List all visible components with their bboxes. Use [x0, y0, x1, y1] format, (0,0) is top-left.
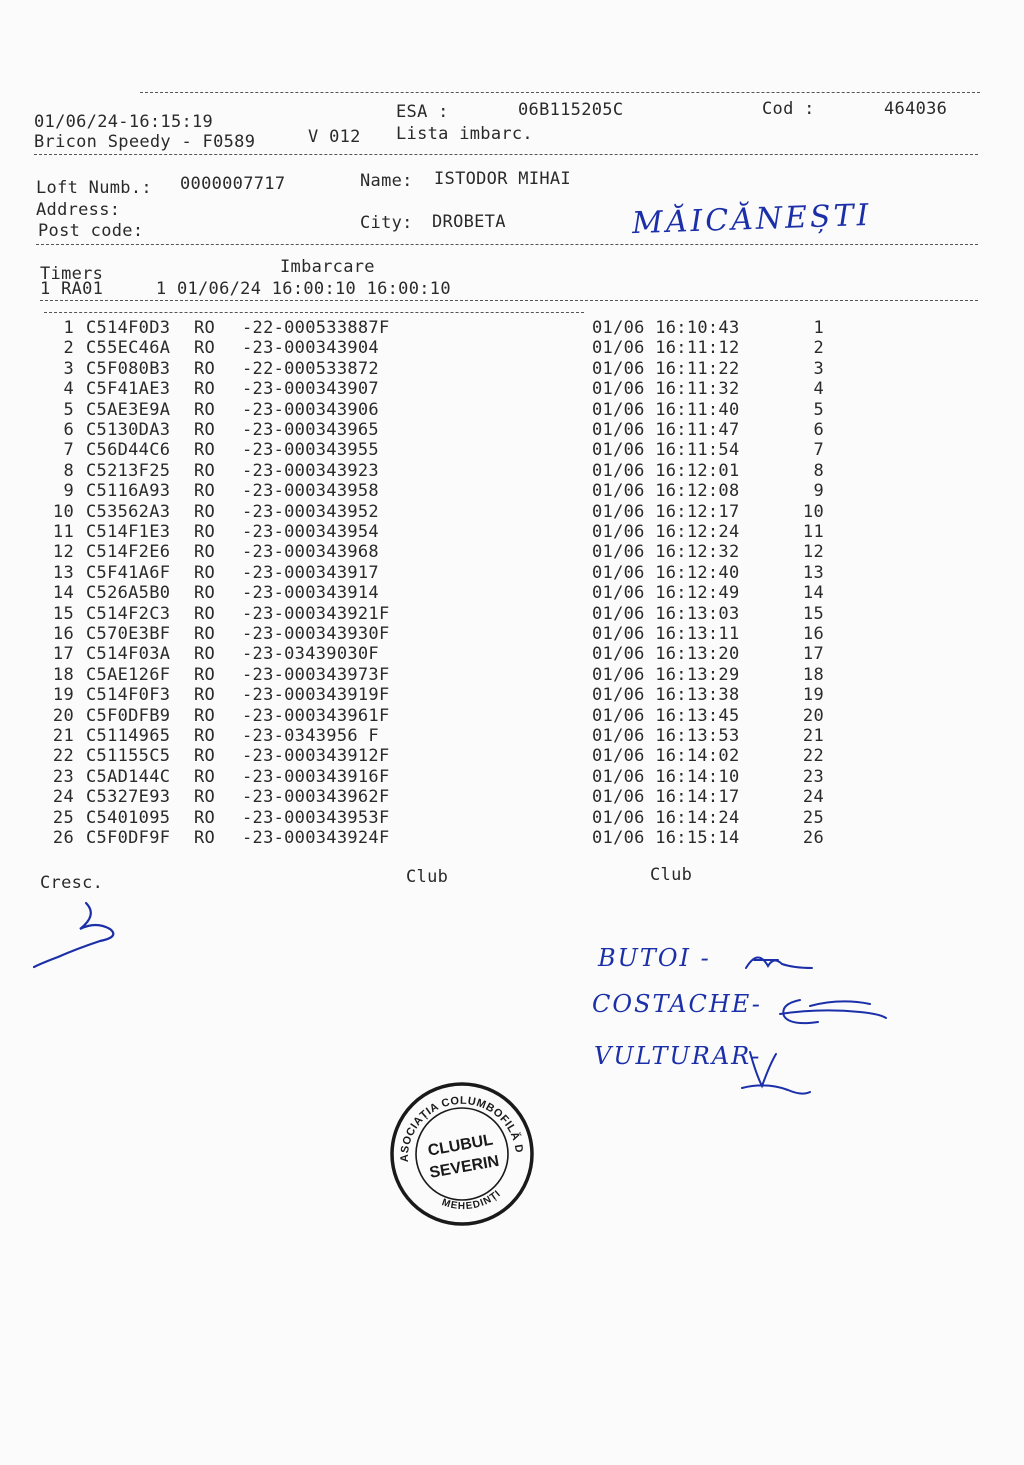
bird-position: 13 — [802, 562, 824, 583]
bird-ring-number: -23-000343968 — [242, 542, 379, 563]
bird-chip-code: C56D44C6 — [86, 440, 171, 461]
bird-country: RO — [194, 664, 216, 685]
bird-country: RO — [194, 685, 216, 706]
bird-chip-code: C514F0F3 — [86, 685, 171, 706]
bird-chip-code: C514F1E3 — [86, 522, 171, 542]
divider-list — [44, 312, 584, 313]
bird-index: 9 — [63, 481, 74, 502]
bird-index: 3 — [63, 358, 74, 379]
bird-arrival-time: 01/06 16:13:29 — [592, 664, 740, 685]
bird-ring-number: -23-000343919F — [242, 685, 390, 706]
bird-country: RO — [194, 399, 216, 420]
stamp-seal-icon — [388, 1080, 536, 1228]
timers-label: Timers — [40, 264, 104, 284]
bird-ring-number: -23-000343916F — [242, 766, 390, 787]
signature-mark-3 — [736, 1044, 816, 1104]
bird-index: 8 — [63, 460, 74, 481]
bird-chip-code: C570E3BF — [86, 624, 171, 644]
postcode-label: Post code: — [38, 221, 144, 241]
esa-value: 06B115205C — [518, 100, 624, 120]
bird-arrival-time: 01/06 16:12:01 — [592, 460, 740, 481]
bird-country: RO — [194, 562, 216, 583]
signature-name-1: BUTOI - — [598, 944, 711, 972]
svg-text:MEHEDINȚI — [440, 1188, 503, 1212]
bird-ring-number: -22-000533887F — [242, 318, 390, 338]
bird-country: RO — [194, 746, 216, 767]
bird-chip-code: C514F2C3 — [86, 603, 171, 624]
bird-ring-number: -23-000343904 — [242, 338, 379, 359]
handwritten-location: MĂICĂNEȘTI — [631, 197, 872, 242]
address-label: Address: — [36, 200, 121, 220]
bird-country: RO — [194, 583, 216, 604]
bird-country: RO — [194, 542, 216, 563]
bird-chip-code: C5AD144C — [86, 766, 171, 787]
bird-position: 2 — [813, 338, 824, 359]
bird-country: RO — [194, 420, 216, 440]
bird-chip-code: C5AE3E9A — [86, 399, 171, 420]
bird-chip-code: C5AE126F — [86, 664, 171, 685]
bird-arrival-time: 01/06 16:12:32 — [592, 542, 740, 563]
bird-ring-number: -23-000343962F — [242, 787, 390, 808]
bird-arrival-time: 01/06 16:14:24 — [592, 807, 740, 828]
bird-index: 18 — [52, 664, 74, 685]
club-label-2: Club — [650, 865, 693, 885]
device-name: Bricon Speedy - F0589 — [34, 132, 256, 152]
bird-position: 15 — [802, 603, 824, 624]
bird-ring-number: -23-000343958 — [242, 481, 379, 502]
bird-country: RO — [194, 603, 216, 624]
bird-position: 18 — [802, 664, 824, 685]
bird-index: 12 — [52, 542, 74, 563]
bird-ring-number: -23-000343954 — [242, 522, 379, 542]
bird-ring-number: -23-000343923 — [242, 460, 379, 481]
bird-position: 6 — [813, 420, 824, 440]
breeder-signature — [28, 895, 138, 975]
divider-owner — [36, 244, 978, 245]
bird-ring-number: -23-000343924F — [242, 828, 390, 848]
bird-arrival-time: 01/06 16:11:54 — [592, 440, 740, 461]
signature-mark-2 — [770, 988, 890, 1036]
bird-country: RO — [194, 807, 216, 828]
cod-value: 464036 — [884, 99, 948, 119]
bird-ring-number: -23-000343907 — [242, 379, 379, 400]
bird-index: 25 — [52, 807, 74, 828]
bird-chip-code: C5F41A6F — [86, 562, 171, 583]
bird-country: RO — [194, 501, 216, 522]
list-title: Lista imbarc. — [396, 124, 533, 144]
bird-arrival-time: 01/06 16:14:10 — [592, 766, 740, 787]
bird-ring-number: -23-000343921F — [242, 603, 390, 624]
bird-chip-code: C5130DA3 — [86, 420, 171, 440]
bird-position: 19 — [802, 685, 824, 706]
bird-country: RO — [194, 705, 216, 726]
bird-chip-code: C514F03A — [86, 644, 171, 665]
bird-chip-code: C5401095 — [86, 807, 171, 828]
bird-arrival-time: 01/06 16:11:40 — [592, 399, 740, 420]
bird-ring-number: -23-000343965 — [242, 420, 379, 440]
bird-index: 20 — [52, 705, 74, 726]
bird-position: 16 — [802, 624, 824, 644]
bird-chip-code: C5213F25 — [86, 460, 171, 481]
bird-country: RO — [194, 644, 216, 665]
bird-country: RO — [194, 766, 216, 787]
bird-arrival-time: 01/06 16:13:53 — [592, 726, 740, 746]
owner-name: ISTODOR MIHAI — [434, 169, 571, 189]
stamp-center-line-1: CLUBUL — [426, 1131, 495, 1160]
bird-arrival-time: 01/06 16:11:32 — [592, 379, 740, 400]
bird-arrival-time: 01/06 16:13:20 — [592, 644, 740, 665]
bird-country: RO — [194, 379, 216, 400]
bird-position: 21 — [802, 726, 824, 746]
loft-value: 0000007717 — [180, 174, 286, 194]
bird-position: 1 — [813, 318, 824, 338]
bird-ring-number: -22-000533872 — [242, 358, 379, 379]
bird-index: 13 — [52, 562, 74, 583]
bird-chip-code: C5F080B3 — [86, 358, 171, 379]
bird-position: 4 — [813, 379, 824, 400]
divider-header — [34, 154, 978, 155]
bird-position: 3 — [813, 358, 824, 379]
bird-position: 5 — [813, 399, 824, 420]
bird-ring-number: -23-000343912F — [242, 746, 390, 767]
club-stamp — [388, 1080, 536, 1228]
bird-position: 22 — [802, 746, 824, 767]
bird-position: 11 — [802, 522, 824, 542]
bird-ring-number: -23-000343955 — [242, 440, 379, 461]
imbarcare-label: Imbarcare — [280, 257, 375, 277]
bird-ring-number: -23-000343961F — [242, 705, 390, 726]
bird-position: 17 — [802, 644, 824, 665]
bird-arrival-time: 01/06 16:12:49 — [592, 583, 740, 604]
bird-chip-code: C514F0D3 — [86, 318, 171, 338]
bird-chip-code: C5F41AE3 — [86, 379, 171, 400]
bird-ring-number: -23-03439030F — [242, 644, 379, 665]
bird-arrival-time: 01/06 16:11:12 — [592, 338, 740, 359]
bird-index: 16 — [52, 624, 74, 644]
bird-ring-number: -23-000343914 — [242, 583, 379, 604]
bird-country: RO — [194, 481, 216, 502]
bird-chip-code: C53562A3 — [86, 501, 171, 522]
bird-index: 21 — [52, 726, 74, 746]
bird-arrival-time: 01/06 16:11:47 — [592, 420, 740, 440]
print-datetime: 01/06/24-16:15:19 — [34, 112, 214, 132]
bird-ring-number: -23-0343956 F — [242, 726, 379, 746]
bird-position: 10 — [802, 501, 824, 522]
stamp-bottom-text: MEHEDINȚI — [440, 1188, 504, 1213]
stamp-outer-text: ASOCIAȚIA COLUMBOFILĂ D — [398, 1094, 526, 1163]
bird-index: 2 — [63, 338, 74, 359]
divider-top — [140, 92, 980, 93]
bird-index: 10 — [52, 501, 74, 522]
bird-country: RO — [194, 828, 216, 848]
bird-ring-number: -23-000343906 — [242, 399, 379, 420]
bird-index: 5 — [63, 399, 74, 420]
signature-name-2: COSTACHE- — [592, 990, 762, 1018]
bird-index: 6 — [63, 420, 74, 440]
bird-country: RO — [194, 460, 216, 481]
bird-arrival-time: 01/06 16:12:08 — [592, 481, 740, 502]
bird-arrival-time: 01/06 16:12:17 — [592, 501, 740, 522]
bird-country: RO — [194, 318, 216, 338]
bird-arrival-time: 01/06 16:13:45 — [592, 705, 740, 726]
bird-index: 23 — [52, 766, 74, 787]
bird-chip-code: C5F0DFB9 — [86, 705, 171, 726]
bird-arrival-time: 01/06 16:13:11 — [592, 624, 740, 644]
bird-index: 4 — [63, 379, 74, 400]
bird-position: 7 — [813, 440, 824, 461]
bird-position: 25 — [802, 807, 824, 828]
bird-country: RO — [194, 624, 216, 644]
bird-chip-code: C5327E93 — [86, 787, 171, 808]
bird-index: 11 — [52, 522, 74, 542]
bird-arrival-time: 01/06 16:14:02 — [592, 746, 740, 767]
city-label: City: — [360, 213, 413, 233]
signature-mark-1 — [738, 938, 828, 978]
bird-chip-code: C526A5B0 — [86, 583, 171, 604]
bird-arrival-time: 01/06 16:15:14 — [592, 828, 740, 848]
bird-index: 14 — [52, 583, 74, 604]
stamp-center-line-2: SEVERIN — [428, 1152, 501, 1182]
bird-chip-code: C514F2E6 — [86, 542, 171, 563]
bird-arrival-time: 01/06 16:12:40 — [592, 562, 740, 583]
bird-position: 9 — [813, 481, 824, 502]
bird-index: 15 — [52, 603, 74, 624]
bird-ring-number: -23-000343952 — [242, 501, 379, 522]
signature-name-3: VULTURAR- — [594, 1042, 762, 1070]
bird-index: 1 — [63, 318, 74, 338]
bird-chip-code: C5F0DF9F — [86, 828, 171, 848]
bird-arrival-time: 01/06 16:12:24 — [592, 522, 740, 542]
bird-index: 22 — [52, 746, 74, 767]
bird-country: RO — [194, 358, 216, 379]
bird-chip-code: C55EC46A — [86, 338, 171, 359]
bird-arrival-time: 01/06 16:10:43 — [592, 318, 740, 338]
bird-ring-number: -23-000343917 — [242, 562, 379, 583]
bird-arrival-time: 01/06 16:13:38 — [592, 685, 740, 706]
cresc-label: Cresc. — [40, 873, 104, 893]
bird-index: 26 — [52, 828, 74, 848]
bird-index: 19 — [52, 685, 74, 706]
bird-chip-code: C5116A93 — [86, 481, 171, 502]
city-value: DROBETA — [432, 212, 506, 232]
esa-label: ESA : — [396, 102, 449, 122]
bird-ring-number: -23-000343953F — [242, 807, 390, 828]
bird-position: 8 — [813, 460, 824, 481]
cod-label: Cod : — [762, 99, 815, 119]
bird-index: 24 — [52, 787, 74, 808]
club-label-1: Club — [406, 867, 449, 887]
loft-label: Loft Numb.: — [36, 178, 152, 198]
bird-ring-number: -23-000343930F — [242, 624, 390, 644]
name-label: Name: — [360, 171, 413, 191]
version: V 012 — [308, 127, 361, 147]
divider-timers — [40, 300, 978, 301]
bird-country: RO — [194, 522, 216, 542]
bird-country: RO — [194, 726, 216, 746]
bird-position: 24 — [802, 787, 824, 808]
bird-index: 17 — [52, 644, 74, 665]
bird-index: 7 — [63, 440, 74, 461]
bird-chip-code: C51155C5 — [86, 746, 171, 767]
bird-chip-code: C5114965 — [86, 726, 171, 746]
bird-position: 12 — [802, 542, 824, 563]
bird-position: 23 — [802, 766, 824, 787]
bird-arrival-time: 01/06 16:14:17 — [592, 787, 740, 808]
bird-position: 14 — [802, 583, 824, 604]
bird-arrival-time: 01/06 16:11:22 — [592, 358, 740, 379]
bird-ring-number: -23-000343973F — [242, 664, 390, 685]
bird-position: 20 — [802, 705, 824, 726]
bird-country: RO — [194, 338, 216, 359]
bird-country: RO — [194, 440, 216, 461]
timer-line: 1 RA01 1 01/06/24 16:00:10 16:00:10 — [40, 279, 451, 299]
bird-arrival-time: 01/06 16:13:03 — [592, 603, 740, 624]
bird-position: 26 — [802, 828, 824, 848]
bird-country: RO — [194, 787, 216, 808]
